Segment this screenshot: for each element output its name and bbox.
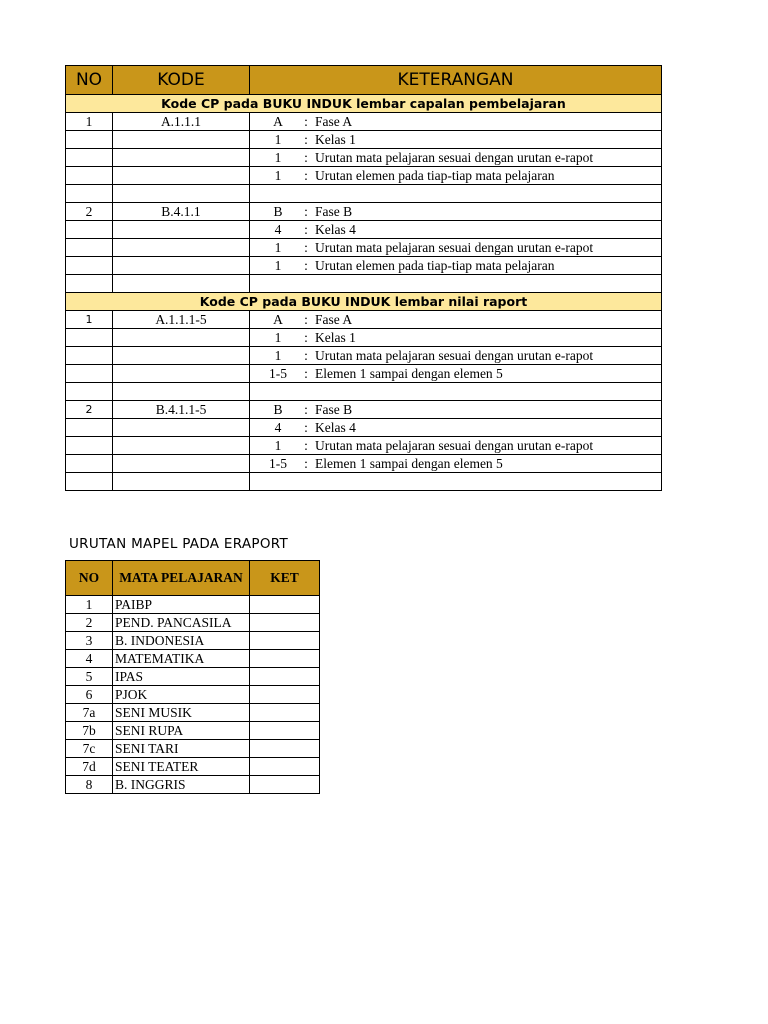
table-row [66, 401, 662, 419]
table-row [66, 419, 662, 437]
keterangan-colon: : [304, 150, 308, 165]
row-kode: A.1.1.1-5 [113, 311, 250, 329]
mapel-number: 3 [66, 632, 113, 650]
keterangan-code: 1 [274, 132, 282, 147]
row-keterangan [250, 437, 662, 455]
mapel-header-no: NO [66, 561, 113, 596]
keterangan-description: Urutan elemen pada tiap-tiap mata pelajaran [315, 258, 555, 273]
table-row [66, 203, 662, 221]
row-kode [113, 365, 250, 383]
keterangan-description: Fase A [315, 312, 353, 327]
row-keterangan [250, 113, 662, 131]
row-kode [113, 131, 250, 149]
keterangan-colon: : [304, 456, 308, 471]
row-keterangan [250, 419, 662, 437]
mapel-name: PEND. PANCASILA [113, 614, 250, 632]
table-row [66, 185, 662, 203]
keterangan-description: Urutan elemen pada tiap-tiap mata pelajaran [315, 168, 555, 183]
keterangan-colon: : [304, 402, 308, 417]
keterangan-colon: : [304, 330, 308, 345]
table-row [66, 383, 662, 401]
keterangan-description: Kelas 1 [315, 330, 356, 345]
mapel-name: MATEMATIKA [113, 650, 250, 668]
mapel-number: 1 [66, 596, 113, 614]
keterangan-code: 4 [274, 222, 282, 237]
mapel-ket [250, 704, 320, 722]
row-kode [113, 437, 250, 455]
row-keterangan [250, 347, 662, 365]
row-number: 2 [66, 203, 113, 221]
table-row [66, 329, 662, 347]
row-keterangan [250, 401, 662, 419]
row-kode [113, 419, 250, 437]
keterangan-description: Fase A [315, 114, 353, 129]
keterangan-colon: : [304, 258, 308, 273]
mapel-number: 6 [66, 686, 113, 704]
keterangan-colon: : [304, 240, 308, 255]
mapel-ket [250, 614, 320, 632]
table-row [66, 149, 662, 167]
table-row [66, 131, 662, 149]
row-keterangan [250, 329, 662, 347]
keterangan-colon: : [304, 366, 308, 381]
keterangan-colon: : [304, 132, 308, 147]
section-header-row [66, 293, 662, 311]
mapel-ket [250, 668, 320, 686]
mapel-row [66, 614, 320, 632]
row-keterangan [250, 311, 662, 329]
mapel-name: SENI RUPA [113, 722, 250, 740]
row-number [66, 329, 113, 347]
mapel-row [66, 686, 320, 704]
row-kode [113, 149, 250, 167]
row-number [66, 347, 113, 365]
table-row [66, 347, 662, 365]
row-number [66, 149, 113, 167]
row-keterangan [250, 257, 662, 275]
mapel-ket [250, 686, 320, 704]
keterangan-colon: : [304, 168, 308, 183]
mapel-ket [250, 596, 320, 614]
row-keterangan [250, 131, 662, 149]
row-number [66, 131, 113, 149]
mapel-row [66, 704, 320, 722]
header-kode: KODE [113, 66, 250, 95]
mapel-ket [250, 740, 320, 758]
mapel-row [66, 758, 320, 776]
section-title-raport: Kode CP pada BUKU INDUK lembar nilai raport [66, 293, 662, 311]
keterangan-description: Urutan mata pelajaran sesuai dengan urutan e-rapot [315, 348, 594, 363]
keterangan-description: Urutan mata pelajaran sesuai dengan urutan e-rapot [315, 150, 594, 165]
mapel-row [66, 722, 320, 740]
keterangan-code: 1 [274, 150, 282, 165]
keterangan-description: Urutan mata pelajaran sesuai dengan urutan e-rapot [315, 438, 594, 453]
mapel-name: B. INDONESIA [113, 632, 250, 650]
row-number [66, 239, 113, 257]
keterangan-colon: : [304, 222, 308, 237]
mapel-header-ket: KET [250, 561, 320, 596]
keterangan-description: Fase B [315, 402, 353, 417]
header-no: NO [66, 66, 113, 95]
cp-code-table [65, 65, 662, 491]
mapel-ket [250, 650, 320, 668]
keterangan-description: Kelas 4 [315, 420, 356, 435]
row-kode [113, 239, 250, 257]
row-kode [113, 347, 250, 365]
table-row [66, 311, 662, 329]
row-kode [113, 167, 250, 185]
row-kode: B.4.1.1 [113, 203, 250, 221]
row-keterangan [250, 149, 662, 167]
keterangan-colon: : [304, 204, 308, 219]
mapel-header-row [66, 561, 320, 596]
mapel-name: B. INGGRIS [113, 776, 250, 794]
keterangan-code: 1 [274, 330, 282, 345]
keterangan-code: 1 [274, 348, 282, 363]
keterangan-code: 1 [274, 438, 282, 453]
row-number [66, 257, 113, 275]
table-row [66, 455, 662, 473]
row-number [66, 419, 113, 437]
mapel-ket [250, 632, 320, 650]
mapel-name: PAIBP [113, 596, 250, 614]
keterangan-colon: : [304, 438, 308, 453]
row-keterangan [250, 203, 662, 221]
row-kode [113, 329, 250, 347]
mapel-row [66, 776, 320, 794]
row-keterangan [250, 455, 662, 473]
keterangan-code: 1-5 [269, 456, 287, 471]
row-number [66, 167, 113, 185]
row-keterangan [250, 365, 662, 383]
keterangan-description: Elemen 1 sampai dengan elemen 5 [315, 366, 503, 381]
row-number [66, 221, 113, 239]
keterangan-description: Fase B [315, 204, 353, 219]
table-row [66, 257, 662, 275]
mapel-name: IPAS [113, 668, 250, 686]
header-keterangan: KETERANGAN [250, 66, 662, 95]
mapel-row [66, 632, 320, 650]
row-keterangan [250, 167, 662, 185]
row-number: 1 [66, 311, 113, 329]
mapel-name: SENI TEATER [113, 758, 250, 776]
mapel-row [66, 668, 320, 686]
keterangan-colon: : [304, 348, 308, 363]
row-number [66, 455, 113, 473]
keterangan-code: 1 [274, 240, 282, 255]
keterangan-description: Urutan mata pelajaran sesuai dengan urutan e-rapot [315, 240, 594, 255]
keterangan-code: 1 [274, 258, 282, 273]
table-header-row [66, 66, 662, 95]
keterangan-description: Kelas 4 [315, 222, 356, 237]
table-row [66, 113, 662, 131]
row-keterangan [250, 239, 662, 257]
table-row [66, 221, 662, 239]
row-number [66, 437, 113, 455]
mapel-number: 5 [66, 668, 113, 686]
mapel-number: 4 [66, 650, 113, 668]
keterangan-colon: : [304, 114, 308, 129]
mapel-name: SENI MUSIK [113, 704, 250, 722]
mapel-section-title: URUTAN MAPEL PADA ERAPORT [69, 536, 289, 552]
row-number: 1 [66, 113, 113, 131]
row-keterangan [250, 221, 662, 239]
keterangan-code: B [273, 204, 283, 219]
row-kode [113, 257, 250, 275]
mapel-ket [250, 722, 320, 740]
keterangan-description: Kelas 1 [315, 132, 356, 147]
mapel-ket [250, 776, 320, 794]
mapel-number: 7c [66, 740, 113, 758]
section-header-row [66, 95, 662, 113]
table-row [66, 473, 662, 491]
mapel-name: PJOK [113, 686, 250, 704]
section-title-capaian: Kode CP pada BUKU INDUK lembar capalan pembelajaran [66, 95, 662, 113]
mapel-name: SENI TARI [113, 740, 250, 758]
row-kode: A.1.1.1 [113, 113, 250, 131]
row-number [66, 365, 113, 383]
keterangan-code: A [273, 312, 283, 327]
keterangan-code: A [273, 114, 283, 129]
table-row [66, 437, 662, 455]
mapel-number: 7b [66, 722, 113, 740]
keterangan-code: 1-5 [269, 366, 287, 381]
table-row [66, 239, 662, 257]
table-row [66, 167, 662, 185]
table-row [66, 365, 662, 383]
mapel-ket [250, 758, 320, 776]
row-number: 2 [66, 401, 113, 419]
keterangan-code: 1 [274, 168, 282, 183]
keterangan-colon: : [304, 420, 308, 435]
keterangan-code: B [273, 402, 283, 417]
keterangan-description: Elemen 1 sampai dengan elemen 5 [315, 456, 503, 471]
keterangan-colon: : [304, 312, 308, 327]
row-kode [113, 455, 250, 473]
mapel-number: 7a [66, 704, 113, 722]
mapel-number: 8 [66, 776, 113, 794]
mapel-row [66, 596, 320, 614]
mapel-row [66, 650, 320, 668]
table-row [66, 275, 662, 293]
mapel-row [66, 740, 320, 758]
mapel-table [65, 560, 320, 794]
row-kode: B.4.1.1-5 [113, 401, 250, 419]
mapel-header-mata-pelajaran: MATA PELAJARAN [113, 561, 250, 596]
row-kode [113, 221, 250, 239]
mapel-number: 2 [66, 614, 113, 632]
keterangan-code: 4 [274, 420, 282, 435]
mapel-number: 7d [66, 758, 113, 776]
